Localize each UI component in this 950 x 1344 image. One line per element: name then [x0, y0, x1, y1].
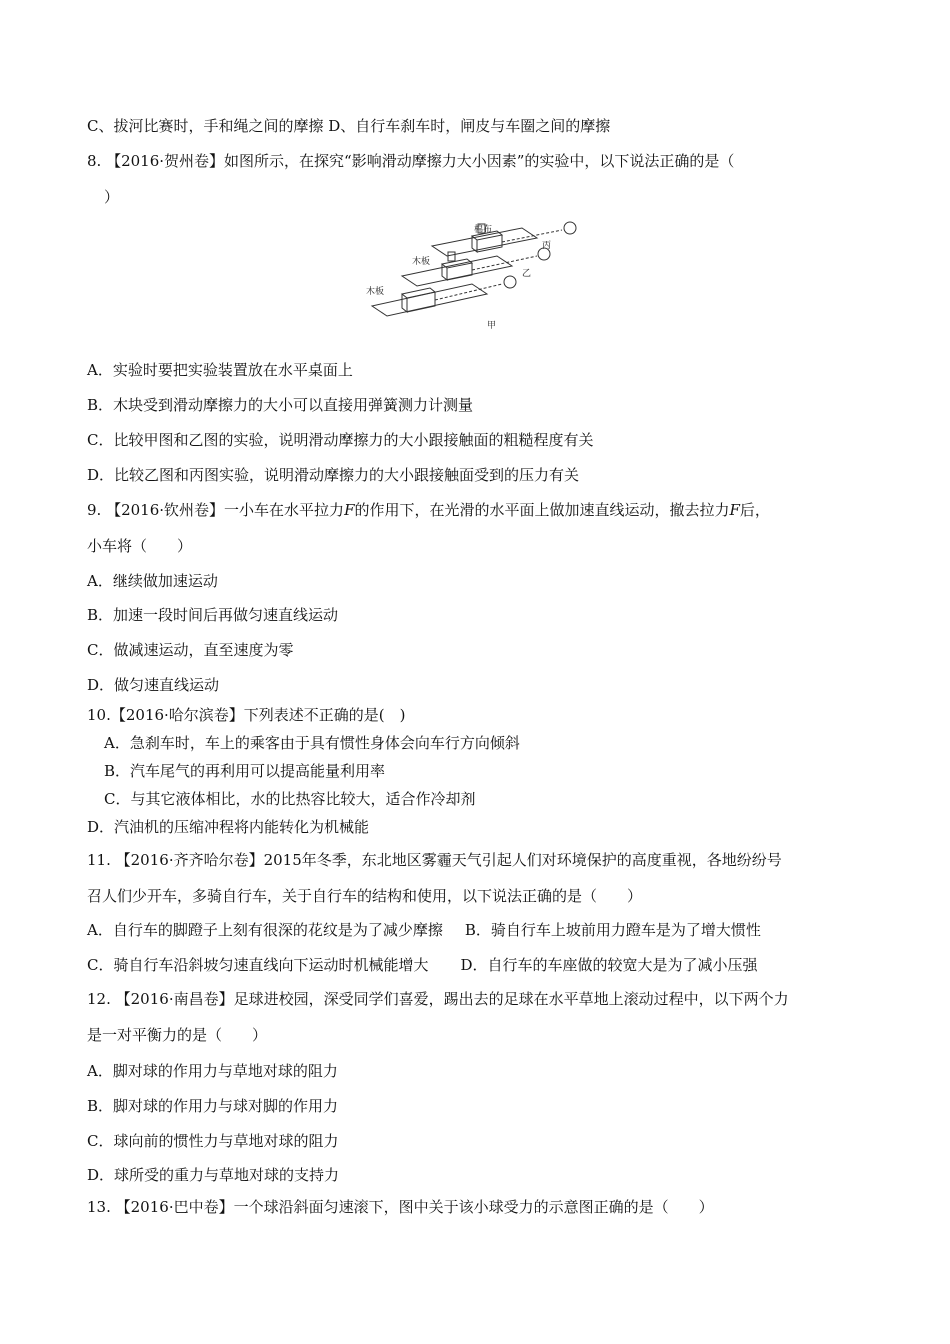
- q13-number: 13.: [87, 1198, 111, 1216]
- q11-option-a: A．自行车的脚蹬子上刻有很深的花纹是为了减少摩擦: [87, 921, 443, 939]
- q12-option-b: B．脚对球的作用力与球对脚的作用力: [87, 1097, 339, 1115]
- q11-number: 11.: [87, 851, 111, 869]
- q9-stem-a: 一小车在水平拉力: [224, 501, 345, 519]
- label-bing: 丙: [542, 241, 552, 251]
- q9-number: 9.: [87, 501, 102, 519]
- q12-stem-line2: 是一对平衡力的是（ ）: [87, 1026, 268, 1044]
- hand-jia: [504, 276, 516, 288]
- q11-option-d: D．自行车的车座做的较宽大是为了减小压强: [460, 956, 758, 974]
- q8-source: 【2016·贺州卷】: [106, 152, 225, 170]
- q11-option-b: B．骑自行车上坡前用力蹬车是为了增大惯性: [464, 921, 761, 939]
- q11-options-ab: [87, 920, 761, 940]
- q10-option-d: D．汽油机的压缩冲程将内能转化为机械能: [87, 818, 370, 836]
- q8-option-a: A．实验时要把实验装置放在水平桌面上: [87, 361, 353, 379]
- q12-option-d: D．球所受的重力与草地对球的支持力: [87, 1166, 340, 1184]
- q12-option-a: A．脚对球的作用力与草地对球的阻力: [87, 1062, 338, 1080]
- q9-stem-c: 后，: [739, 501, 770, 519]
- q10-option-b: B．汽车尾气的再利用可以提高能量利用率: [104, 762, 386, 780]
- q9-source: 【2016·钦州卷】: [106, 501, 225, 519]
- q9-stem-b: 的作用下，在光滑的水平面上做加速直线运动，撤去拉力: [354, 501, 730, 519]
- q9-option-a: A．继续做加速运动: [87, 572, 218, 590]
- q11-source: 【2016·齐齐哈尔卷】: [115, 851, 264, 869]
- q8-stem-close: ）: [104, 188, 120, 206]
- weight-yi: [448, 252, 455, 261]
- label-top-surface: 棉布: [474, 225, 493, 235]
- q13-stem-text: 一个球沿斜面匀速滚下，图中关于该小球受力的示意图正确的是（ ）: [233, 1198, 714, 1216]
- q12-stem: [87, 989, 789, 1009]
- q10-option-c: C．与其它液体相比，水的比热容比较大，适合作冷却剂: [104, 790, 476, 808]
- board-jia: [372, 284, 487, 316]
- label-jia: 甲: [487, 321, 497, 331]
- label-yi: 乙: [522, 269, 532, 279]
- q9-var-f-2: F: [729, 501, 740, 519]
- q9-option-d: D．做匀速直线运动: [87, 676, 220, 694]
- q8-stem: [87, 151, 734, 171]
- q11-stem-text: 2015年冬季，东北地区雾霾天气引起人们对环境保护的高度重视，各地纷纷号: [263, 851, 782, 869]
- q9-option-c: C．做减速运动，直至速度为零: [87, 641, 294, 659]
- q10-option-a: A．急刹车时，车上的乘客由于具有惯性身体会向车行方向倾斜: [104, 734, 520, 752]
- q12-number: 12.: [87, 990, 111, 1008]
- q9-option-b: B．加速一段时间后再做匀速直线运动: [87, 606, 339, 624]
- q10-stem: 10.【2016·哈尔滨卷】下列表述不正确的是( ): [87, 706, 406, 724]
- label-mid-surface: 木板: [412, 257, 431, 267]
- q11-option-c: C．骑自行车沿斜坡匀速直线向下运动时机械能增大: [87, 956, 429, 974]
- q12-source: 【2016·南昌卷】: [115, 990, 234, 1008]
- q11-stem: [87, 850, 782, 870]
- q7-option-cd: C、拔河比赛时，手和绳之间的摩擦 D、自行车刹车时，闸皮与车圈之间的摩擦: [87, 117, 611, 135]
- q13-stem: [87, 1197, 714, 1217]
- q9-stem-line2: 小车将（ ）: [87, 537, 193, 555]
- q8-option-d: D．比较乙图和丙图实验，说明滑动摩擦力的大小跟接触面受到的压力有关: [87, 466, 580, 484]
- label-bottom-surface: 木板: [366, 287, 385, 297]
- q8-stem-text: 如图所示，在探究“影响滑动摩擦力大小因素”的实验中，以下说法正确的是（: [224, 152, 735, 170]
- q12-stem-text: 足球进校园，深受同学们喜爱，踢出去的足球在水平草地上滚动过程中，以下两个力: [233, 990, 789, 1008]
- q9-var-f: F: [344, 501, 355, 519]
- q8-number: 8.: [87, 152, 102, 170]
- q11-options-cd: [87, 955, 758, 975]
- q9-stem: [87, 500, 770, 520]
- hand-bing: [564, 222, 576, 234]
- q8-option-c: C．比较甲图和乙图的实验，说明滑动摩擦力的大小跟接触面的粗糙程度有关: [87, 431, 594, 449]
- block-jia: [402, 288, 435, 312]
- q12-option-c: C．球向前的惯性力与草地对球的阻力: [87, 1132, 339, 1150]
- q13-source: 【2016·巴中卷】: [115, 1198, 234, 1216]
- q11-stem-line2: 召人们少开车，多骑自行车，关于自行车的结构和使用，以下说法正确的是（ ）: [87, 887, 643, 905]
- q8-option-b: B．木块受到滑动摩擦力的大小可以直接用弹簧测力计测量: [87, 396, 474, 414]
- friction-experiment-figure: [362, 218, 592, 340]
